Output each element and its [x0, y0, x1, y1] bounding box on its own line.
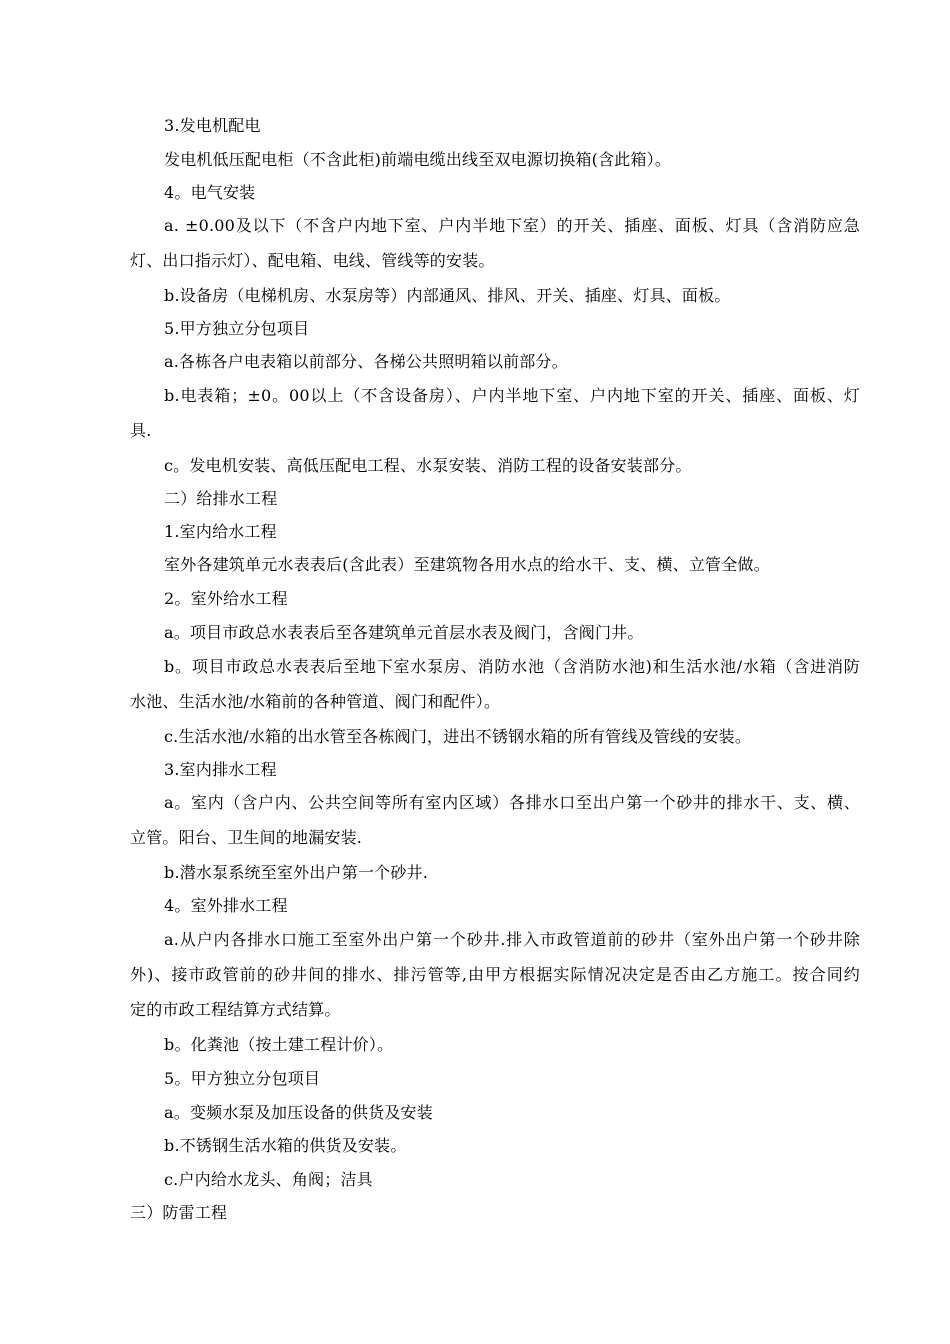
- section-heading-lightning-protection: 三）防雷工程: [130, 1203, 228, 1222]
- section-heading-water-supply-drainage: 二）给排水工程: [164, 489, 278, 508]
- item-subcontract-b-line2: 具.: [130, 421, 152, 440]
- heading-owner-subcontract-water: 5。甲方独立分包项目: [164, 1069, 321, 1088]
- heading-owner-subcontract: 5.甲方独立分包项目: [164, 319, 310, 338]
- item-outdoor-supply-b-line2: 水池、生活水池/水箱前的各种管道、阀门和配件）。: [130, 692, 501, 711]
- paragraph-indoor-water-supply: 室外各建筑单元水表表后(含此表）至建筑物各用水点的给水干、支、横、立管全做。: [164, 555, 770, 574]
- item-subcontract-c: c。发电机安装、高低压配电工程、水泵安装、消防工程的设备安装部分。: [164, 456, 692, 475]
- heading-generator-distribution: 3.发电机配电: [164, 116, 261, 135]
- heading-indoor-drainage: 3.室内排水工程: [164, 760, 277, 779]
- item-electrical-a-line2: 灯、出口指示灯）、配电箱、电线、管线等的安装。: [130, 251, 495, 270]
- item-outdoor-drainage-a-line1: a.从户内各排水口施工至室外出户第一个砂井.排入市政管道前的砂井（室外出户第一个砂井除: [164, 930, 860, 949]
- item-indoor-drainage-a-line2: 立管。阳台、卫生间的地漏安装.: [130, 828, 363, 847]
- item-electrical-a-line1: a. ±0.00及以下（不含户内地下室、户内半地下室）的开关、插座、面板、灯具（含消防应急: [164, 216, 860, 235]
- item-outdoor-drainage-a-line3: 定的市政工程结算方式结算。: [130, 1000, 341, 1019]
- heading-indoor-water-supply: 1.室内给水工程: [164, 522, 277, 541]
- item-subcontract-b-line1: b.电表箱；±0。00以上（不含设备房）、户内半地下室、户内地下室的开关、插座、面板、灯: [164, 386, 860, 405]
- heading-outdoor-drainage: 4。室外排水工程: [164, 896, 288, 915]
- item-electrical-b: b.设备房（电梯机房、水泵房等）内部通风、排风、开关、插座、灯具、面板。: [164, 286, 731, 305]
- item-outdoor-supply-a: a。项目市政总水表表后至各建筑单元首层水表及阀门，含阀门井。: [164, 623, 644, 642]
- heading-electrical-installation: 4。电气安装: [164, 183, 256, 202]
- item-outdoor-drainage-b: b。化粪池（按土建工程计价）。: [164, 1035, 394, 1054]
- item-indoor-drainage-b: b.潜水泵系统至室外出户第一个砂井.: [164, 863, 429, 882]
- item-indoor-drainage-a-line1: a。室内（含户内、公共空间等所有室内区域）各排水口至出户第一个砂井的排水干、支、横、: [164, 793, 860, 812]
- paragraph-generator-scope: 发电机低压配电柜（不含此柜)前端电缆出线至双电源切换箱(含此箱）。: [164, 150, 672, 169]
- item-water-subcontract-c: c.户内给水龙头、角阀；洁具: [164, 1170, 373, 1189]
- item-water-subcontract-a: a。变频水泵及加压设备的供货及安装: [164, 1103, 433, 1122]
- item-outdoor-drainage-a-line2: 外)、接市政管前的砂井间的排水、排污管等,由甲方根据实际情况决定是否由乙方施工。按合同约: [130, 965, 860, 984]
- item-subcontract-a: a.各栋各户电表箱以前部分、各梯公共照明箱以前部分。: [164, 352, 568, 371]
- item-outdoor-supply-b-line1: b。项目市政总水表表后至地下室水泵房、消防水池（含消防水池)和生活水池/水箱（含进消防: [164, 657, 860, 676]
- heading-outdoor-water-supply: 2。室外给水工程: [164, 589, 288, 608]
- item-water-subcontract-b: b.不锈钢生活水箱的供货及安装。: [164, 1136, 407, 1155]
- item-outdoor-supply-c: c.生活水池/水箱的出水管至各栋阀门，进出不锈钢水箱的所有管线及管线的安装。: [164, 727, 752, 746]
